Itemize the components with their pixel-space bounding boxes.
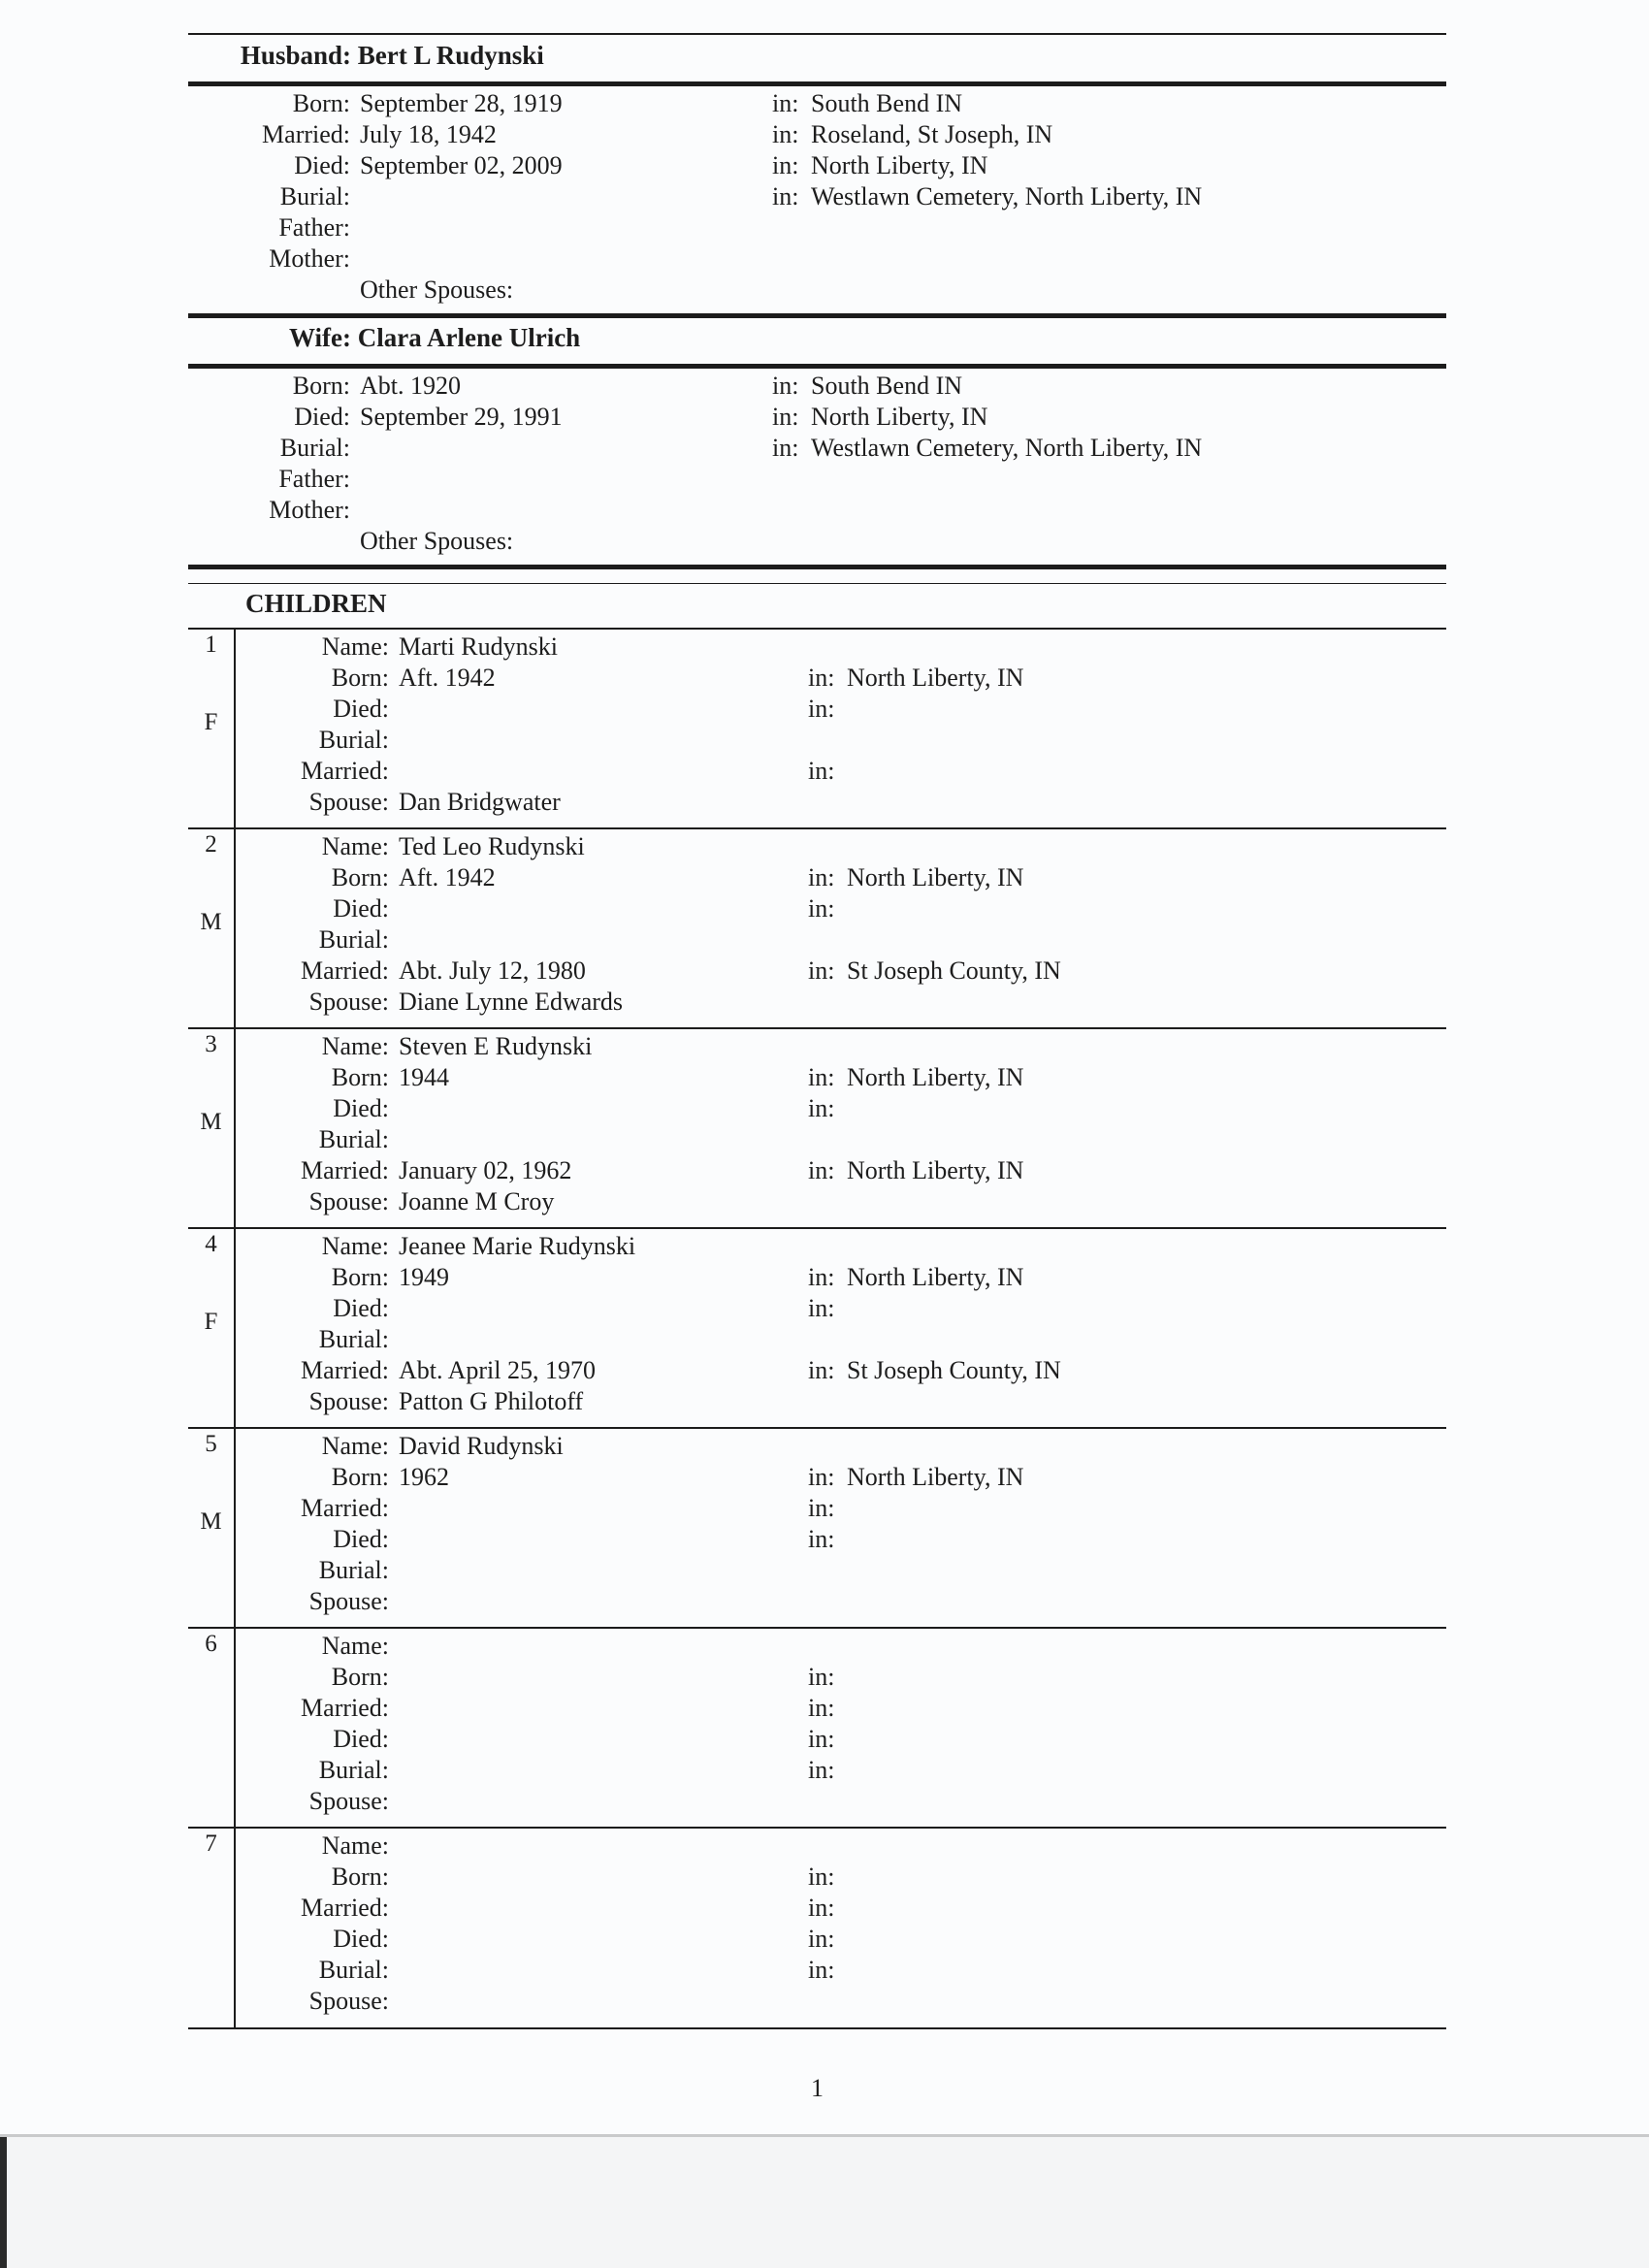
in-label: in: xyxy=(808,664,835,692)
field-value: January 02, 1962 xyxy=(399,1156,572,1184)
place-value: North Liberty, IN xyxy=(847,1156,1024,1184)
field-label: Spouse: xyxy=(308,1987,389,2015)
in-label: in: xyxy=(772,151,799,179)
field-label: Burial: xyxy=(279,182,350,211)
detail-row xyxy=(0,1693,1649,1724)
wife-heading-label: Wife: xyxy=(289,323,351,352)
detail-row xyxy=(0,1631,1649,1662)
detail-row xyxy=(0,1924,1649,1955)
detail-row xyxy=(0,1786,1649,1817)
field-value: Diane Lynne Edwards xyxy=(399,988,624,1016)
field-value: 1949 xyxy=(399,1263,449,1291)
detail-row xyxy=(0,1262,1649,1293)
in-label: in: xyxy=(808,863,835,891)
in-label: in: xyxy=(808,1356,835,1384)
detail-row xyxy=(0,694,1649,725)
detail-row xyxy=(0,1093,1649,1124)
in-label: in: xyxy=(808,1663,835,1691)
field-value: September 29, 1991 xyxy=(360,403,563,431)
detail-row xyxy=(0,1555,1649,1586)
field-value: Dan Bridgwater xyxy=(399,788,561,816)
field-label: Married: xyxy=(301,1894,389,1922)
in-label: in: xyxy=(808,1694,835,1722)
field-label: Born: xyxy=(331,1463,389,1491)
field-label: Name: xyxy=(321,832,389,860)
husband-heading-rule xyxy=(188,81,1446,86)
children-sub-rule xyxy=(188,583,1446,584)
field-label: Born: xyxy=(292,372,350,400)
field-label: Born: xyxy=(331,1863,389,1891)
field-value: Joanne M Croy xyxy=(399,1187,555,1215)
field-value: Jeanee Marie Rudynski xyxy=(399,1232,636,1260)
field-label: Name: xyxy=(321,1032,389,1060)
field-label: Died: xyxy=(333,695,389,723)
field-label: Born: xyxy=(331,863,389,891)
field-value: Aft. 1942 xyxy=(399,863,496,891)
field-label: Burial: xyxy=(318,1125,389,1153)
detail-row xyxy=(0,862,1649,893)
field-label: Died: xyxy=(333,1925,389,1953)
child-sex: F xyxy=(204,1309,218,1335)
place-value: Roseland, St Joseph, IN xyxy=(811,120,1053,148)
husband-other-spouses: Other Spouses: xyxy=(360,275,514,304)
field-label: Father: xyxy=(278,465,350,493)
field-label: Burial: xyxy=(279,434,350,462)
detail-row xyxy=(0,1755,1649,1786)
wife-top-rule xyxy=(188,313,1446,318)
detail-row xyxy=(0,1355,1649,1386)
husband-name: Bert L Rudynski xyxy=(357,41,544,70)
in-label: in: xyxy=(772,403,799,431)
children-top-rule xyxy=(188,565,1446,569)
in-label: in: xyxy=(808,1863,835,1891)
place-value: North Liberty, IN xyxy=(811,151,988,179)
field-label: Burial: xyxy=(318,1956,389,1984)
field-value: Patton G Philotoff xyxy=(399,1387,584,1415)
field-label: Born: xyxy=(331,1263,389,1291)
child-separator-rule xyxy=(188,1227,1446,1229)
field-label: Died: xyxy=(333,894,389,923)
detail-row xyxy=(0,1062,1649,1093)
scan-left-edge xyxy=(0,2137,7,2268)
page-number: 1 xyxy=(811,2074,824,2102)
field-value: 1944 xyxy=(399,1063,449,1091)
detail-row xyxy=(0,1462,1649,1493)
place-value: North Liberty, IN xyxy=(847,863,1024,891)
field-label: Burial: xyxy=(318,1556,389,1584)
place-value: St Joseph County, IN xyxy=(847,1356,1061,1384)
detail-row xyxy=(0,1724,1649,1755)
field-value: Aft. 1942 xyxy=(399,664,496,692)
child-sex: M xyxy=(200,1508,222,1535)
detail-row xyxy=(0,956,1649,987)
field-label: Name: xyxy=(321,1632,389,1660)
detail-row xyxy=(0,1831,1649,1862)
in-label: in: xyxy=(808,1263,835,1291)
field-label: Spouse: xyxy=(308,1187,389,1215)
in-label: in: xyxy=(808,757,835,785)
in-label: in: xyxy=(808,1494,835,1522)
detail-row xyxy=(0,119,1649,150)
field-label: Burial: xyxy=(318,726,389,754)
detail-row xyxy=(0,893,1649,924)
detail-row xyxy=(0,1431,1649,1462)
top-rule xyxy=(188,33,1446,35)
wife-heading xyxy=(188,323,580,353)
field-label: Married: xyxy=(301,1694,389,1722)
field-label: Died: xyxy=(333,1725,389,1753)
detail-row xyxy=(0,495,1649,526)
in-label: in: xyxy=(772,89,799,117)
detail-row xyxy=(0,150,1649,181)
field-label: Born: xyxy=(331,664,389,692)
detail-row xyxy=(0,1293,1649,1324)
detail-row xyxy=(0,212,1649,243)
detail-row xyxy=(0,831,1649,862)
in-label: in: xyxy=(808,1463,835,1491)
field-value: July 18, 1942 xyxy=(360,120,497,148)
detail-row xyxy=(0,663,1649,694)
detail-row xyxy=(0,402,1649,433)
in-label: in: xyxy=(772,372,799,400)
children-heading: CHILDREN xyxy=(245,589,387,618)
detail-row xyxy=(0,1986,1649,2017)
field-label: Name: xyxy=(321,1432,389,1460)
children-bottom-rule xyxy=(188,2027,1446,2029)
place-value: Westlawn Cemetery, North Liberty, IN xyxy=(811,182,1203,211)
child-separator-rule xyxy=(188,1027,1446,1029)
field-label: Married: xyxy=(301,1494,389,1522)
detail-row xyxy=(0,433,1649,464)
field-label: Married: xyxy=(301,1356,389,1384)
child-number: 1 xyxy=(205,632,217,658)
field-value: Abt. April 25, 1970 xyxy=(399,1356,596,1384)
in-label: in: xyxy=(808,1063,835,1091)
place-value: North Liberty, IN xyxy=(847,1263,1024,1291)
field-label: Married: xyxy=(301,956,389,985)
child-number: 3 xyxy=(205,1031,217,1057)
field-value: Abt. 1920 xyxy=(360,372,461,400)
field-label: Burial: xyxy=(318,1756,389,1784)
child-number: 7 xyxy=(205,1831,217,1857)
child-number: 5 xyxy=(205,1431,217,1457)
place-value: South Bend IN xyxy=(811,372,962,400)
detail-row xyxy=(0,924,1649,956)
detail-row xyxy=(0,1955,1649,1986)
field-label: Died: xyxy=(333,1294,389,1322)
wife-name: Clara Arlene Ulrich xyxy=(357,323,581,352)
child-separator-rule xyxy=(188,1427,1446,1429)
field-label: Spouse: xyxy=(308,988,389,1016)
child-number: 6 xyxy=(205,1631,217,1657)
field-label: Born: xyxy=(292,89,350,117)
detail-row xyxy=(0,1862,1649,1893)
in-label: in: xyxy=(772,182,799,211)
field-label: Burial: xyxy=(318,925,389,954)
field-label: Died: xyxy=(333,1525,389,1553)
child-number: 2 xyxy=(205,831,217,858)
in-label: in: xyxy=(772,434,799,462)
detail-row xyxy=(0,1124,1649,1155)
field-label: Born: xyxy=(331,1663,389,1691)
detail-row xyxy=(0,987,1649,1018)
in-label: in: xyxy=(808,1894,835,1922)
place-value: North Liberty, IN xyxy=(847,664,1024,692)
detail-row xyxy=(0,725,1649,756)
in-label: in: xyxy=(808,1294,835,1322)
in-label: in: xyxy=(808,1525,835,1553)
field-label: Born: xyxy=(331,1063,389,1091)
child-sex: F xyxy=(204,709,218,735)
detail-row xyxy=(0,181,1649,212)
detail-row xyxy=(0,1186,1649,1217)
in-label: in: xyxy=(808,1925,835,1953)
child-separator-rule xyxy=(188,1627,1446,1629)
field-value: September 28, 1919 xyxy=(360,89,563,117)
field-label: Died: xyxy=(333,1094,389,1122)
child-sex: M xyxy=(200,1109,222,1135)
detail-row xyxy=(0,1386,1649,1417)
husband-heading xyxy=(188,41,544,71)
field-label: Mother: xyxy=(269,244,350,273)
detail-row xyxy=(0,464,1649,495)
child-sex: M xyxy=(200,909,222,935)
field-label: Name: xyxy=(321,1831,389,1860)
field-value: Abt. July 12, 1980 xyxy=(399,956,586,985)
detail-row xyxy=(0,1231,1649,1262)
detail-row xyxy=(0,756,1649,787)
field-label: Spouse: xyxy=(308,788,389,816)
detail-row xyxy=(0,1031,1649,1062)
field-label: Died: xyxy=(294,151,350,179)
detail-row xyxy=(0,88,1649,119)
child-separator-rule xyxy=(188,1827,1446,1829)
scan-margin xyxy=(0,2134,1649,2268)
field-label: Died: xyxy=(294,403,350,431)
field-label: Name: xyxy=(321,632,389,661)
detail-row xyxy=(0,1155,1649,1186)
husband-heading-label: Husband: xyxy=(240,41,351,70)
field-label: Father: xyxy=(278,213,350,242)
field-label: Burial: xyxy=(318,1325,389,1353)
in-label: in: xyxy=(808,695,835,723)
in-label: in: xyxy=(808,1756,835,1784)
field-label: Spouse: xyxy=(308,1587,389,1615)
field-value: September 02, 2009 xyxy=(360,151,563,179)
in-label: in: xyxy=(808,1156,835,1184)
wife-heading-rule xyxy=(188,364,1446,369)
place-value: South Bend IN xyxy=(811,89,962,117)
scan-page-edge xyxy=(0,2134,1649,2137)
child-separator-rule xyxy=(188,628,1446,630)
detail-row xyxy=(0,1493,1649,1524)
in-label: in: xyxy=(808,956,835,985)
detail-row xyxy=(0,1662,1649,1693)
detail-row xyxy=(0,1893,1649,1924)
detail-row xyxy=(0,371,1649,402)
in-label: in: xyxy=(808,1094,835,1122)
place-value: Westlawn Cemetery, North Liberty, IN xyxy=(811,434,1203,462)
field-value: 1962 xyxy=(399,1463,449,1491)
place-value: North Liberty, IN xyxy=(847,1063,1024,1091)
field-label: Name: xyxy=(321,1232,389,1260)
field-label: Married: xyxy=(262,120,350,148)
child-separator-rule xyxy=(188,827,1446,829)
detail-row xyxy=(0,1524,1649,1555)
field-label: Married: xyxy=(301,1156,389,1184)
field-label: Spouse: xyxy=(308,1787,389,1815)
detail-row xyxy=(0,632,1649,663)
in-label: in: xyxy=(808,1725,835,1753)
field-label: Married: xyxy=(301,757,389,785)
field-label: Mother: xyxy=(269,496,350,524)
in-label: in: xyxy=(772,120,799,148)
detail-row xyxy=(0,1586,1649,1617)
place-value: North Liberty, IN xyxy=(847,1463,1024,1491)
field-value: Marti Rudynski xyxy=(399,632,558,661)
detail-row xyxy=(0,243,1649,275)
place-value: North Liberty, IN xyxy=(811,403,988,431)
field-value: Steven E Rudynski xyxy=(399,1032,593,1060)
field-label: Spouse: xyxy=(308,1387,389,1415)
field-value: David Rudynski xyxy=(399,1432,564,1460)
in-label: in: xyxy=(808,1956,835,1984)
detail-row xyxy=(0,787,1649,818)
place-value: St Joseph County, IN xyxy=(847,956,1061,985)
child-number: 4 xyxy=(205,1231,217,1257)
wife-other-spouses: Other Spouses: xyxy=(360,527,514,555)
in-label: in: xyxy=(808,894,835,923)
field-value: Ted Leo Rudynski xyxy=(399,832,585,860)
detail-row xyxy=(0,1324,1649,1355)
